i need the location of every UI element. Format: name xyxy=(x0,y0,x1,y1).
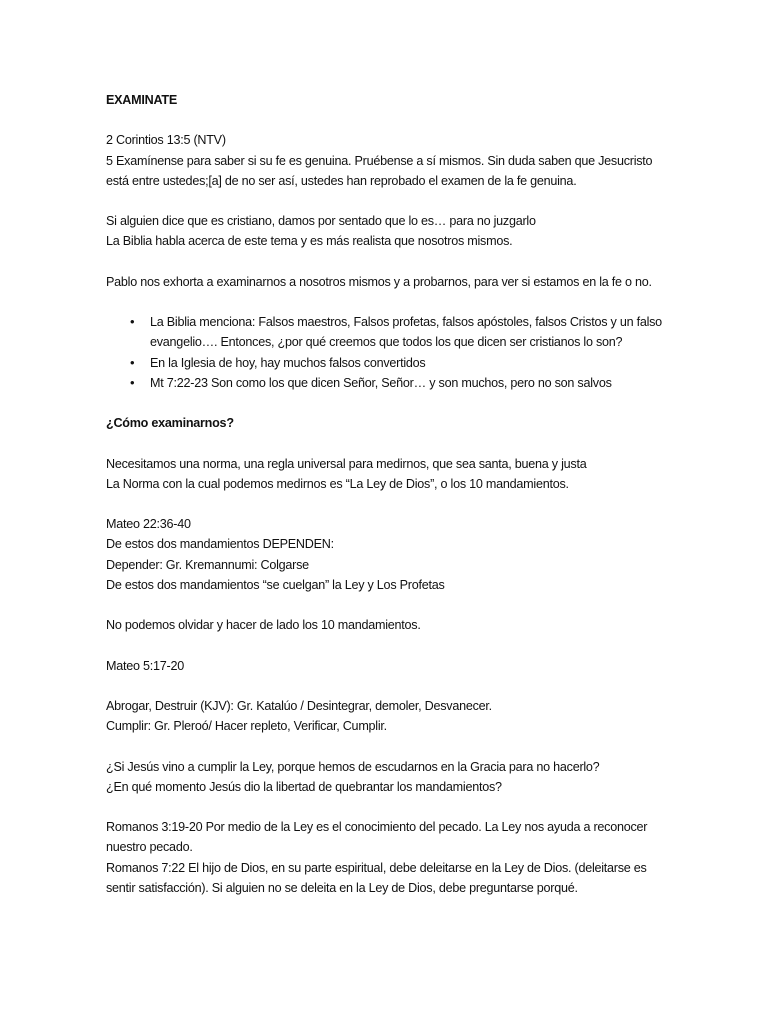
document-title: EXAMINATE xyxy=(106,93,177,107)
bullet-list xyxy=(106,312,666,393)
list-item: • En la Iglesia de hoy, hay muchos falsos convertidos xyxy=(106,353,666,373)
paragraph-line: Si alguien dice que es cristiano, damos por sentado que lo es… para no juzgarlo xyxy=(106,214,536,229)
paragraph-line: Necesitamos una norma, una regla universal para medirnos, que sea santa, buena y justa xyxy=(106,456,587,471)
list-item: • La Biblia menciona: Falsos maestros, Falsos profetas, falsos apóstoles, falsos Cristos y un falso evangelio…. Entonces, ¿por qué creemos que todos los que dicen ser cristianos lo son? xyxy=(106,312,666,353)
scripture-reference: 2 Corintios 13:5 (NTV) xyxy=(106,133,226,148)
paragraph: Romanos 7:22 El hijo de Dios, en su parte espiritual, debe deleitarse en la Ley de Dios. (deleitarse es sentir satisfacción). Si alguien no se deleita en la Ley de Dios, debe preguntarse porqué. xyxy=(106,860,647,896)
paragraph: Pablo nos exhorta a examinarnos a nosotros mismos y a probarnos, para ver si estamos en la fe o no. xyxy=(106,274,652,289)
paragraph: Romanos 3:19-20 Por medio de la Ley es el conocimiento del pecado. La Ley nos ayuda a reconocer nuestro pecado. xyxy=(106,820,648,855)
scripture-reference: Mateo 22:36-40 xyxy=(106,517,191,532)
document-body xyxy=(106,90,666,898)
scripture-reference: Mateo 5:17-20 xyxy=(106,658,184,673)
question-line: ¿En qué momento Jesús dio la libertad de quebrantar los mandamientos? xyxy=(106,779,502,794)
paragraph-line: Depender: Gr. Kremannumi: Colgarse xyxy=(106,557,309,572)
definition-line: Abrogar, Destruir (KJV): Gr. Katalúo / Desintegrar, demoler, Desvanecer. xyxy=(106,698,492,713)
paragraph-line: La Norma con la cual podemos medirnos es “La Ley de Dios”, o los 10 mandamientos. xyxy=(106,476,569,491)
question-line: ¿Si Jesús vino a cumplir la Ley, porque hemos de escudarnos en la Gracia para no hacerlo? xyxy=(106,759,600,774)
paragraph-line: De estos dos mandamientos DEPENDEN: xyxy=(106,537,334,552)
paragraph: No podemos olvidar y hacer de lado los 10 mandamientos. xyxy=(106,618,421,633)
definition-line: Cumplir: Gr. Pleroó/ Hacer repleto, Verificar, Cumplir. xyxy=(106,719,387,734)
list-item: • Mt 7:22-23 Son como los que dicen Señor, Señor… y son muchos, pero no son salvos xyxy=(106,373,666,393)
paragraph-line: La Biblia habla acerca de este tema y es más realista que nosotros mismos. xyxy=(106,234,513,249)
scripture-verse: 5 Examínense para saber si su fe es genuina. Pruébense a sí mismos. Sin duda saben que Jesucristo está entre ustedes;[a] de no ser así, ustedes han reprobado el examen de la fe genuina. xyxy=(106,153,653,188)
section-heading: ¿Cómo examinarnos? xyxy=(106,416,234,431)
paragraph-line: De estos dos mandamientos “se cuelgan” la Ley y Los Profetas xyxy=(106,578,445,593)
